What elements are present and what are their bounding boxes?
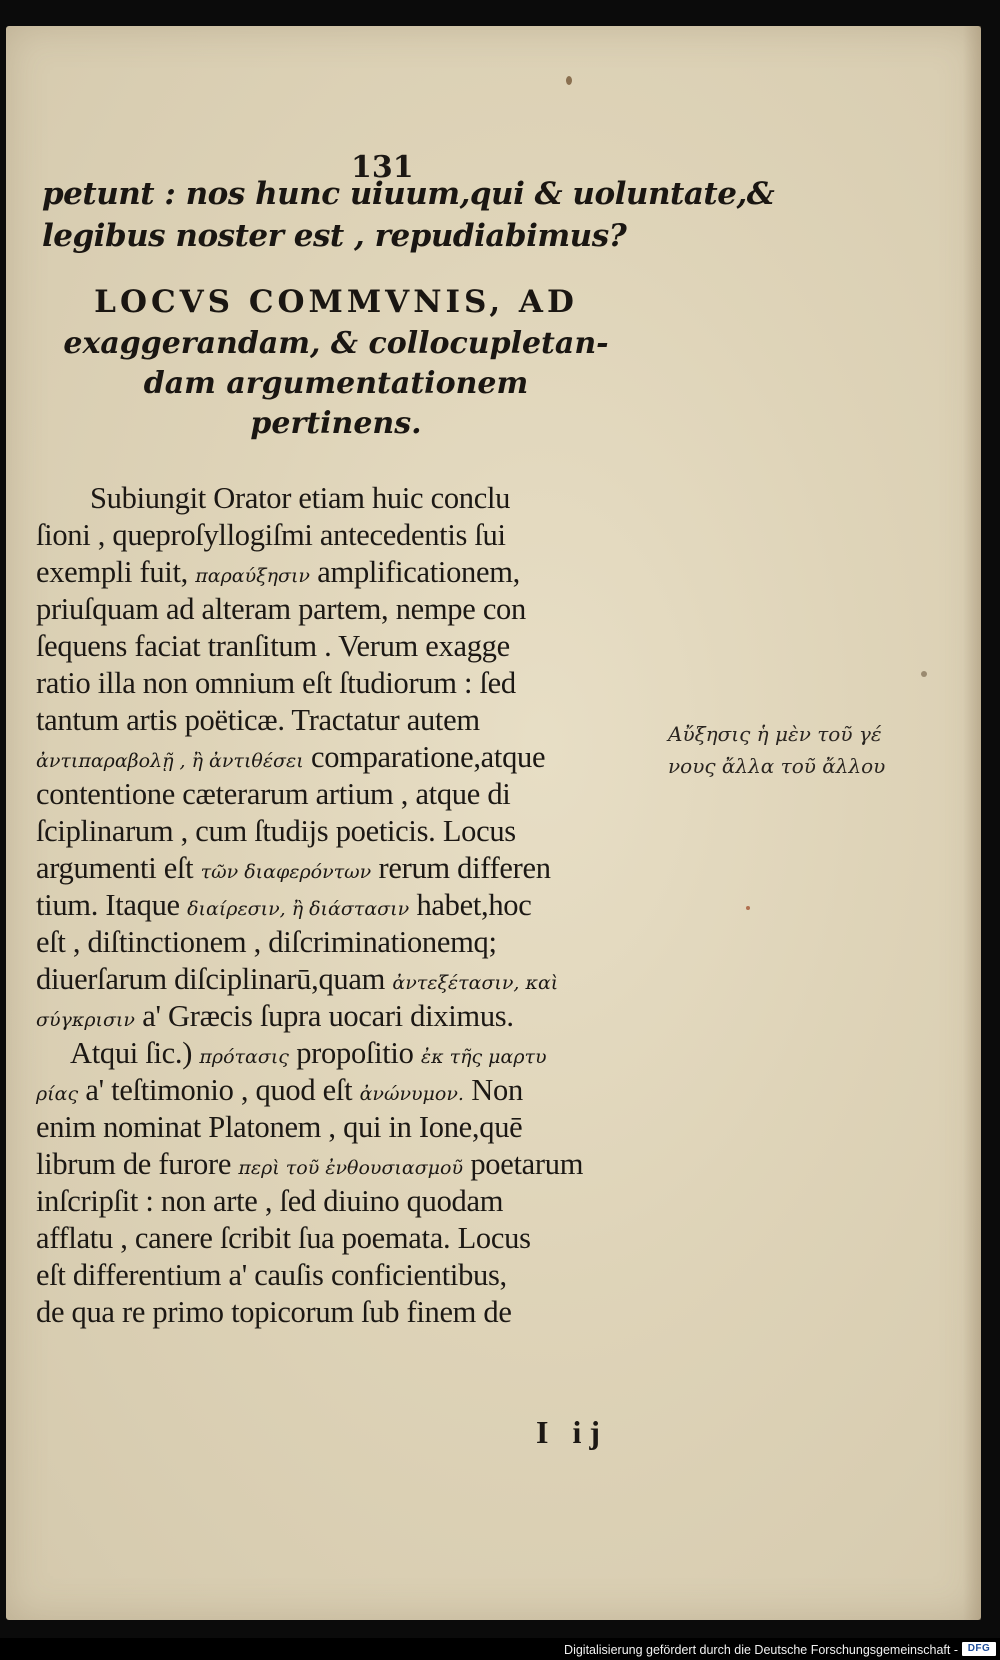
opening-line-1: petunt : nos hunc uiuum,qui & uoluntate,&: [42, 176, 775, 212]
body-line: inſcripſit : non arte , ſed diuino quodam: [36, 1184, 504, 1218]
dfg-logo: DFG: [962, 1642, 996, 1656]
paper-speck: [921, 671, 927, 677]
section-heading-line-1: LOCVS COMMVNIS, AD: [94, 284, 578, 320]
section-heading-line-3: dam argumentationem: [143, 366, 529, 401]
body-text: argumenti eſt: [36, 851, 194, 885]
body-line: priuſquam ad alteram partem, nempe con: [36, 592, 526, 626]
body-line: [36, 1073, 523, 1108]
signature-mark: I ij: [536, 1414, 608, 1450]
greek-word: περὶ τοῦ ἐνθουσιασμοῦ: [238, 1157, 464, 1179]
body-line: afflatu , canere ſcribit ſua poemata. Locus: [36, 1221, 531, 1255]
body-line: ſciplinarum , cum ſtudijs poeticis. Locus: [36, 814, 516, 848]
marginal-note-line-2: νους ἄλλα τοῦ ἄλλου: [668, 754, 886, 778]
body-text: propoſitio: [296, 1036, 414, 1070]
body-line: ratio illa non omnium eſt ſtudiorum : ſed: [36, 666, 516, 700]
greek-word: πρότασις: [199, 1046, 289, 1068]
paper-speck: [566, 76, 572, 85]
body-text: comparatione,atque: [310, 740, 546, 774]
body-text: librum de furore: [36, 1147, 232, 1181]
body-line: [36, 1147, 583, 1182]
paper-speck: [746, 906, 750, 910]
body-line: eſt differentium a' cauſis conficientibus,: [36, 1258, 507, 1292]
body-line: [36, 962, 558, 997]
body-text: diuerſarum diſciplinarū,quam: [36, 962, 386, 996]
body-line: [70, 1036, 547, 1071]
marginal-note-line-1: Αὔξησις ἡ μὲν τοῦ γέ: [668, 722, 882, 746]
greek-word: ἀνώνυμον.: [359, 1083, 464, 1105]
greek-word: ἐκ τῆς μαρτυ: [420, 1046, 547, 1068]
opening-line-2: legibus noster est , repudiabimus?: [42, 218, 627, 254]
greek-word: ἀντεξέτασιν, καὶ: [392, 972, 559, 994]
footer-credit: Digitalisierung gefördert durch die Deutsche Forschungsgemeinschaft -: [564, 1643, 958, 1657]
body-text: tium. Itaque: [36, 888, 180, 922]
greek-word: τῶν διαφερόντων: [200, 861, 372, 883]
body-line: enim nominat Platonem , qui in Ione,quē: [36, 1110, 523, 1144]
section-heading-line-4: pertinens.: [250, 406, 422, 441]
page-number: 131: [351, 150, 414, 185]
body-line: tantum artis poëticæ. Tractatur autem: [36, 703, 480, 737]
body-line: [36, 851, 551, 886]
body-line: ſioni , queproſyllogiſmi antecedentis ſui: [36, 518, 506, 552]
body-line: Subiungit Orator etiam huic conclu: [90, 481, 511, 515]
body-line: eſt , diſtinctionem , diſcriminationemq;: [36, 925, 497, 959]
body-line: ſequens faciat tranſitum . Verum exagge: [36, 629, 510, 663]
body-text: rerum differen: [378, 851, 551, 885]
body-text: Atqui ſic.): [70, 1036, 193, 1070]
greek-word: ἀντιπαραβολῇ , ἢ ἀντιθέσει: [36, 750, 304, 772]
body-text: amplificationem,: [317, 555, 520, 589]
body-line: contentione cæterarum artium , atque di: [36, 777, 511, 811]
body-line: [36, 555, 520, 590]
greek-word: παραύξησιν: [195, 565, 310, 587]
greek-word: διαίρεσιν, ἢ διάστασιν: [187, 898, 410, 920]
section-heading-line-2: exaggerandam, & collocupletan-: [63, 326, 609, 361]
body-text: poetarum: [470, 1147, 584, 1181]
page-edge-shadow: [963, 26, 981, 1620]
greek-word: ρίας: [36, 1083, 79, 1105]
greek-word: σύγκρισιν: [36, 1009, 135, 1031]
body-line: [36, 999, 514, 1034]
body-text: Non: [471, 1073, 523, 1107]
body-text: a' teſtimonio , quod eſt: [85, 1073, 353, 1107]
body-text: exempli fuit,: [36, 555, 188, 589]
body-line: de qua re primo topicorum ſub finem de: [36, 1295, 512, 1329]
footer-bar: [0, 1638, 1000, 1660]
body-text: a' Græcis ſupra uocari diximus.: [142, 999, 514, 1033]
body-line: [36, 888, 531, 923]
body-line: [36, 740, 545, 775]
book-page: [6, 26, 981, 1620]
body-text: habet,hoc: [416, 888, 532, 922]
